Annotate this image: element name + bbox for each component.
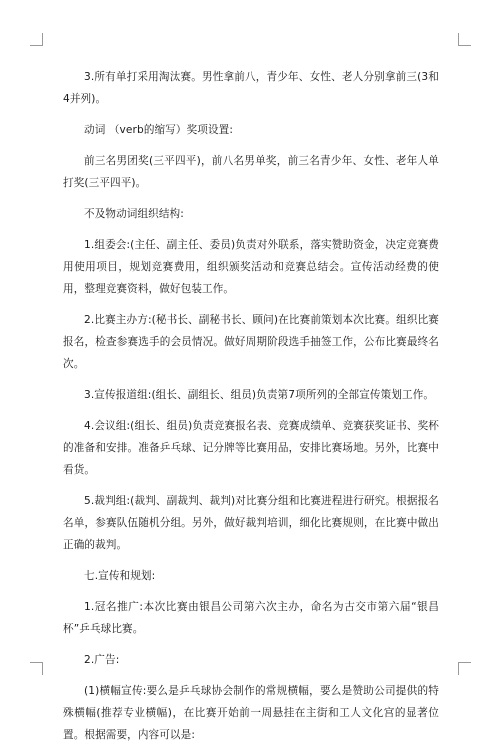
paragraph-advertising-heading: 2.广告: [84,654,120,666]
paragraph-singles-format: 3.所有单打采用淘汰赛。男性拿前八，青少年、女性、老人分别拿前三(3和4并列)。 [63,71,439,105]
crop-mark-bottom-left [30,662,43,675]
paragraph-awards-heading: 动词 （verb的缩写）奖项设置: [84,124,234,136]
paragraph-publicity-heading: 七.宣传和规划: [84,570,156,582]
paragraph-title-sponsorship: 1.冠名推广:本次比赛由银昌公司第六次主办，命名为古交市第六届“银昌杯”乒乓球比赛。 [63,601,439,635]
document-body [63,66,439,755]
paragraph-referee-group: 5.裁判组:(裁判、副裁判、裁判)对比赛分组和比赛进程进行研究。根据报名名单，参赛队伍随机分组。另外，做好裁判培训，细化比赛规则，在比赛中做出正确的裁判。 [63,495,439,551]
paragraph-awards: 前三名男团奖(三平四平)，前八名男单奖，前三名青少年、女性、老年人单打奖(三平四平)。 [63,155,439,189]
paragraph-organizing-committee: 1.组委会:(主任、副主任、委员)负责对外联系，落实赞助资金，决定竞赛费用使用项目，规划竞赛费用，组织颁奖活动和竞赛总结会。宣传活动经费的使用，整理竞赛资料，做好包装工作。 [63,239,439,295]
paragraph-conference-group: 4.会议组:(组长、组员)负责竞赛报名表、竞赛成绩单、竞赛获奖证书、奖杯的准备和安排。准备乒乓球、记分牌等比赛用品，安排比赛场地。另外，比赛中看货。 [63,420,439,476]
crop-mark-top-left [30,33,43,46]
paragraph-organization-heading: 不及物动词组织结构: [84,208,184,220]
paragraph-publicity-group: 3.宣传报道组:(组长、副组长、组员)负责第7项所列的全部宣传策划工作。 [84,389,435,401]
paragraph-organizer: 2.比赛主办方:(秘书长、副秘书长、顾问)在比赛前策划本次比赛。组织比赛报名，检查参赛选手的会员情况。做好周期阶段选手抽签工作，公布比赛最终名次。 [63,314,439,370]
paragraph-banner-publicity: (1)横幅宣传:要么是乒乓球协会制作的常规横幅，要么是赞助公司提供的特殊横幅(推荐专业横幅)，在比赛开始前一周悬挂在主街和工人文化宫的显著位置。根据需要，内容可以是: [63,685,439,741]
crop-mark-bottom-right [458,662,471,675]
crop-mark-top-right [458,33,471,46]
